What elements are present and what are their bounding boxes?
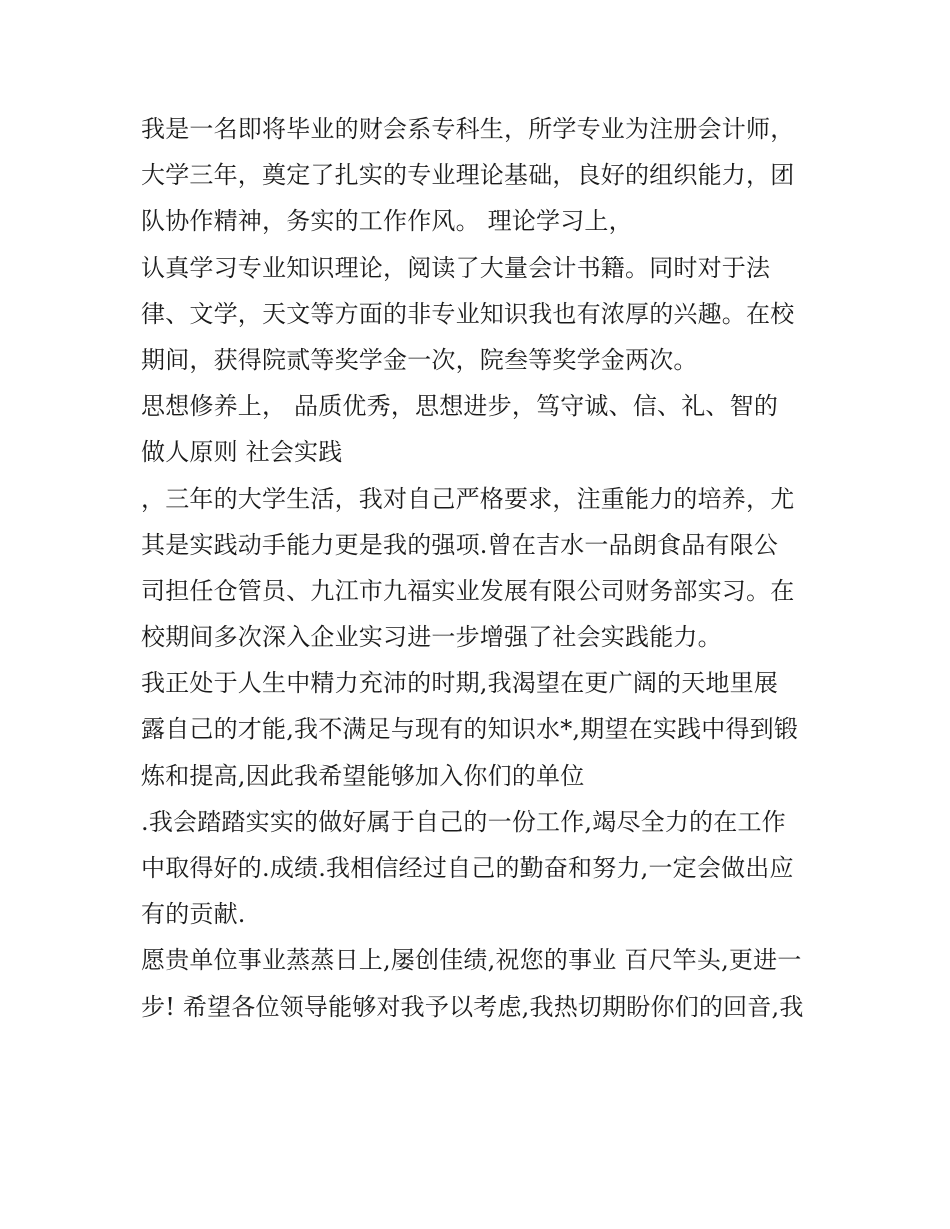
text-line: 中取得好的.成绩.我相信经过自己的勤奋和努力,一定会做出应 <box>141 854 794 882</box>
text-line: 司担任仓管员、九江市九福实业发展有限公司财务部实习。在 <box>141 576 795 605</box>
document-body <box>141 106 821 1030</box>
text-line: 其是实践动手能力更是我的强项.曾在吉水一品朗食品有限公 <box>141 530 779 559</box>
text-line: 我正处于人生中精力充沛的时期,我渴望在更广阔的天地里展 <box>141 669 779 698</box>
text-line: 露自己的才能,我不满足与现有的知识水*,期望在实践中得到锻 <box>141 715 799 744</box>
text-line: 思想修养上， 品质优秀，思想进步，笃守诚、信、礼、智的 <box>141 392 779 421</box>
text-line: ，三年的大学生活，我对自己严格要求，注重能力的培养，尤 <box>141 484 795 513</box>
text-line: 大学三年，奠定了扎实的专业理论基础，良好的组织能力，团 <box>141 161 795 190</box>
text-line: 认真学习专业知识理论，阅读了大量会计书籍。同时对于法 <box>141 253 771 282</box>
text-line: 步! 希望各位领导能够对我予以考虑,我热切期盼你们的回音,我 <box>141 992 804 1021</box>
text-line: 律、文学，天文等方面的非专业知识我也有浓厚的兴趣。在校 <box>141 299 795 328</box>
text-line: 有的贡献. <box>141 900 246 929</box>
text-line: 我是一名即将毕业的财会系专科生，所学专业为注册会计师， <box>141 115 795 143</box>
text-line: 愿贵单位事业蒸蒸日上,屡创佳绩,祝您的事业 百尺竿头,更进一 <box>141 946 802 975</box>
text-line: 校期间多次深入企业实习进一步增强了社会实践能力。 <box>141 623 722 652</box>
text-line: 做人原则 社会实践 <box>141 438 343 467</box>
text-line: 期间，获得院贰等奖学金一次，院叁等奖学金两次。 <box>141 345 698 374</box>
text-line: .我会踏踏实实的做好属于自己的一份工作,竭尽全力的在工作 <box>141 807 786 836</box>
text-line: 队协作精神，务实的工作作风。 理论学习上， <box>141 207 633 236</box>
text-line: 炼和提高,因此我希望能够加入你们的单位 <box>141 761 585 790</box>
